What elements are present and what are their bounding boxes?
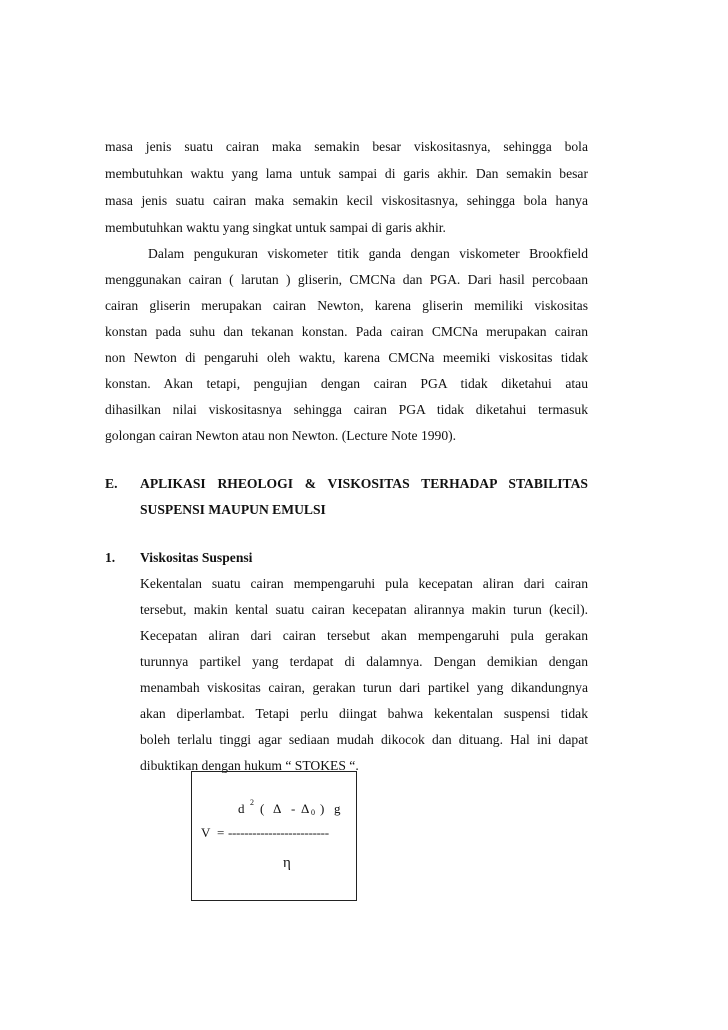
text-line: masa jenis suatu cairan maka semakin besar viskositasnya, sehingga bola (105, 139, 588, 154)
section-title-line: APLIKASI RHEOLOGI & VISKOSITAS TERHADAP STABILITAS (140, 476, 588, 491)
formula-delta-zero: Δ (301, 801, 310, 816)
text-line: Kecepatan aliran dari cairan tersebut akan mempengaruhi pula gerakan (140, 628, 588, 643)
text-line: masa jenis suatu cairan maka semakin kecil viskositasnya, sehingga bola hanya (105, 193, 588, 208)
formula-close-paren: ) (320, 801, 325, 816)
stokes-formula-box (191, 771, 357, 901)
text-line: tersebut, makin kental suatu cairan kecepatan alirannya makin turun (kecil). (140, 602, 588, 617)
formula-open-paren: ( (260, 801, 265, 816)
formula-g: g (334, 801, 341, 816)
text-line: konstan pada suhu dan tekanan konstan. Pada cairan CMCNa merupakan cairan (105, 324, 588, 339)
text-line: Kekentalan suatu cairan mempengaruhi pula kecepatan aliran dari cairan (140, 576, 588, 591)
text-line: non Newton di pengaruhi oleh waktu, karena CMCNa meemiki viskositas tidak (105, 350, 588, 365)
text-line: membutuhkan waktu yang singkat untuk sampai di garis akhir. (105, 220, 446, 235)
formula-equals: = (217, 825, 225, 840)
subsection-title: Viskositas Suspensi (140, 550, 253, 565)
formula-minus: - (291, 801, 296, 816)
text-line: konstan. Akan tetapi, pengujian dengan cairan PGA tidak diketahui atau (105, 376, 588, 391)
formula-v: V (201, 825, 211, 840)
text-line: golongan cairan Newton atau non Newton. (Lecture Note 1990). (105, 428, 457, 443)
text-line: boleh terlalu tinggi agar sediaan mudah dikocok dan dituang. Hal ini dapat (140, 732, 588, 747)
text-line: turunnya partikel yang terdapat di dalamnya. Dengan demikian dengan (140, 654, 588, 669)
formula-fraction-bar: ------------------------- (228, 825, 329, 840)
text-line: Dalam pengukuran viskometer titik ganda dengan viskometer Brookfield (148, 246, 588, 261)
formula-subscript: 0 (311, 808, 315, 817)
text-line: dihasilkan nilai viskositasnya sehingga cairan PGA tidak diketahui termasuk (105, 402, 588, 417)
text-line: membutuhkan waktu yang lama untuk sampai di garis akhir. Dan semakin besar (105, 166, 588, 181)
formula-exponent: 2 (250, 798, 254, 807)
text-line: cairan gliserin merupakan cairan Newton, karena gliserin memiliki viskositas (105, 298, 588, 313)
section-number: E. (105, 476, 118, 491)
text-line: akan diperlambat. Tetapi perlu diingat bahwa kekentalan suspensi tidak (140, 706, 588, 721)
section-title-line: SUSPENSI MAUPUN EMULSI (140, 502, 326, 517)
formula-delta: Δ (273, 801, 282, 816)
text-line: dibuktikan dengan hukum “ STOKES “. (140, 758, 359, 773)
formula-d: d (238, 801, 245, 816)
formula-eta: η (283, 855, 291, 871)
subsection-number: 1. (105, 550, 116, 565)
text-line: menggunakan cairan ( larutan ) gliserin, CMCNa dan PGA. Dari hasil percobaan (105, 272, 588, 287)
text-line: menambah viskositas cairan, gerakan turun dari partikel yang dikandungnya (140, 680, 588, 695)
